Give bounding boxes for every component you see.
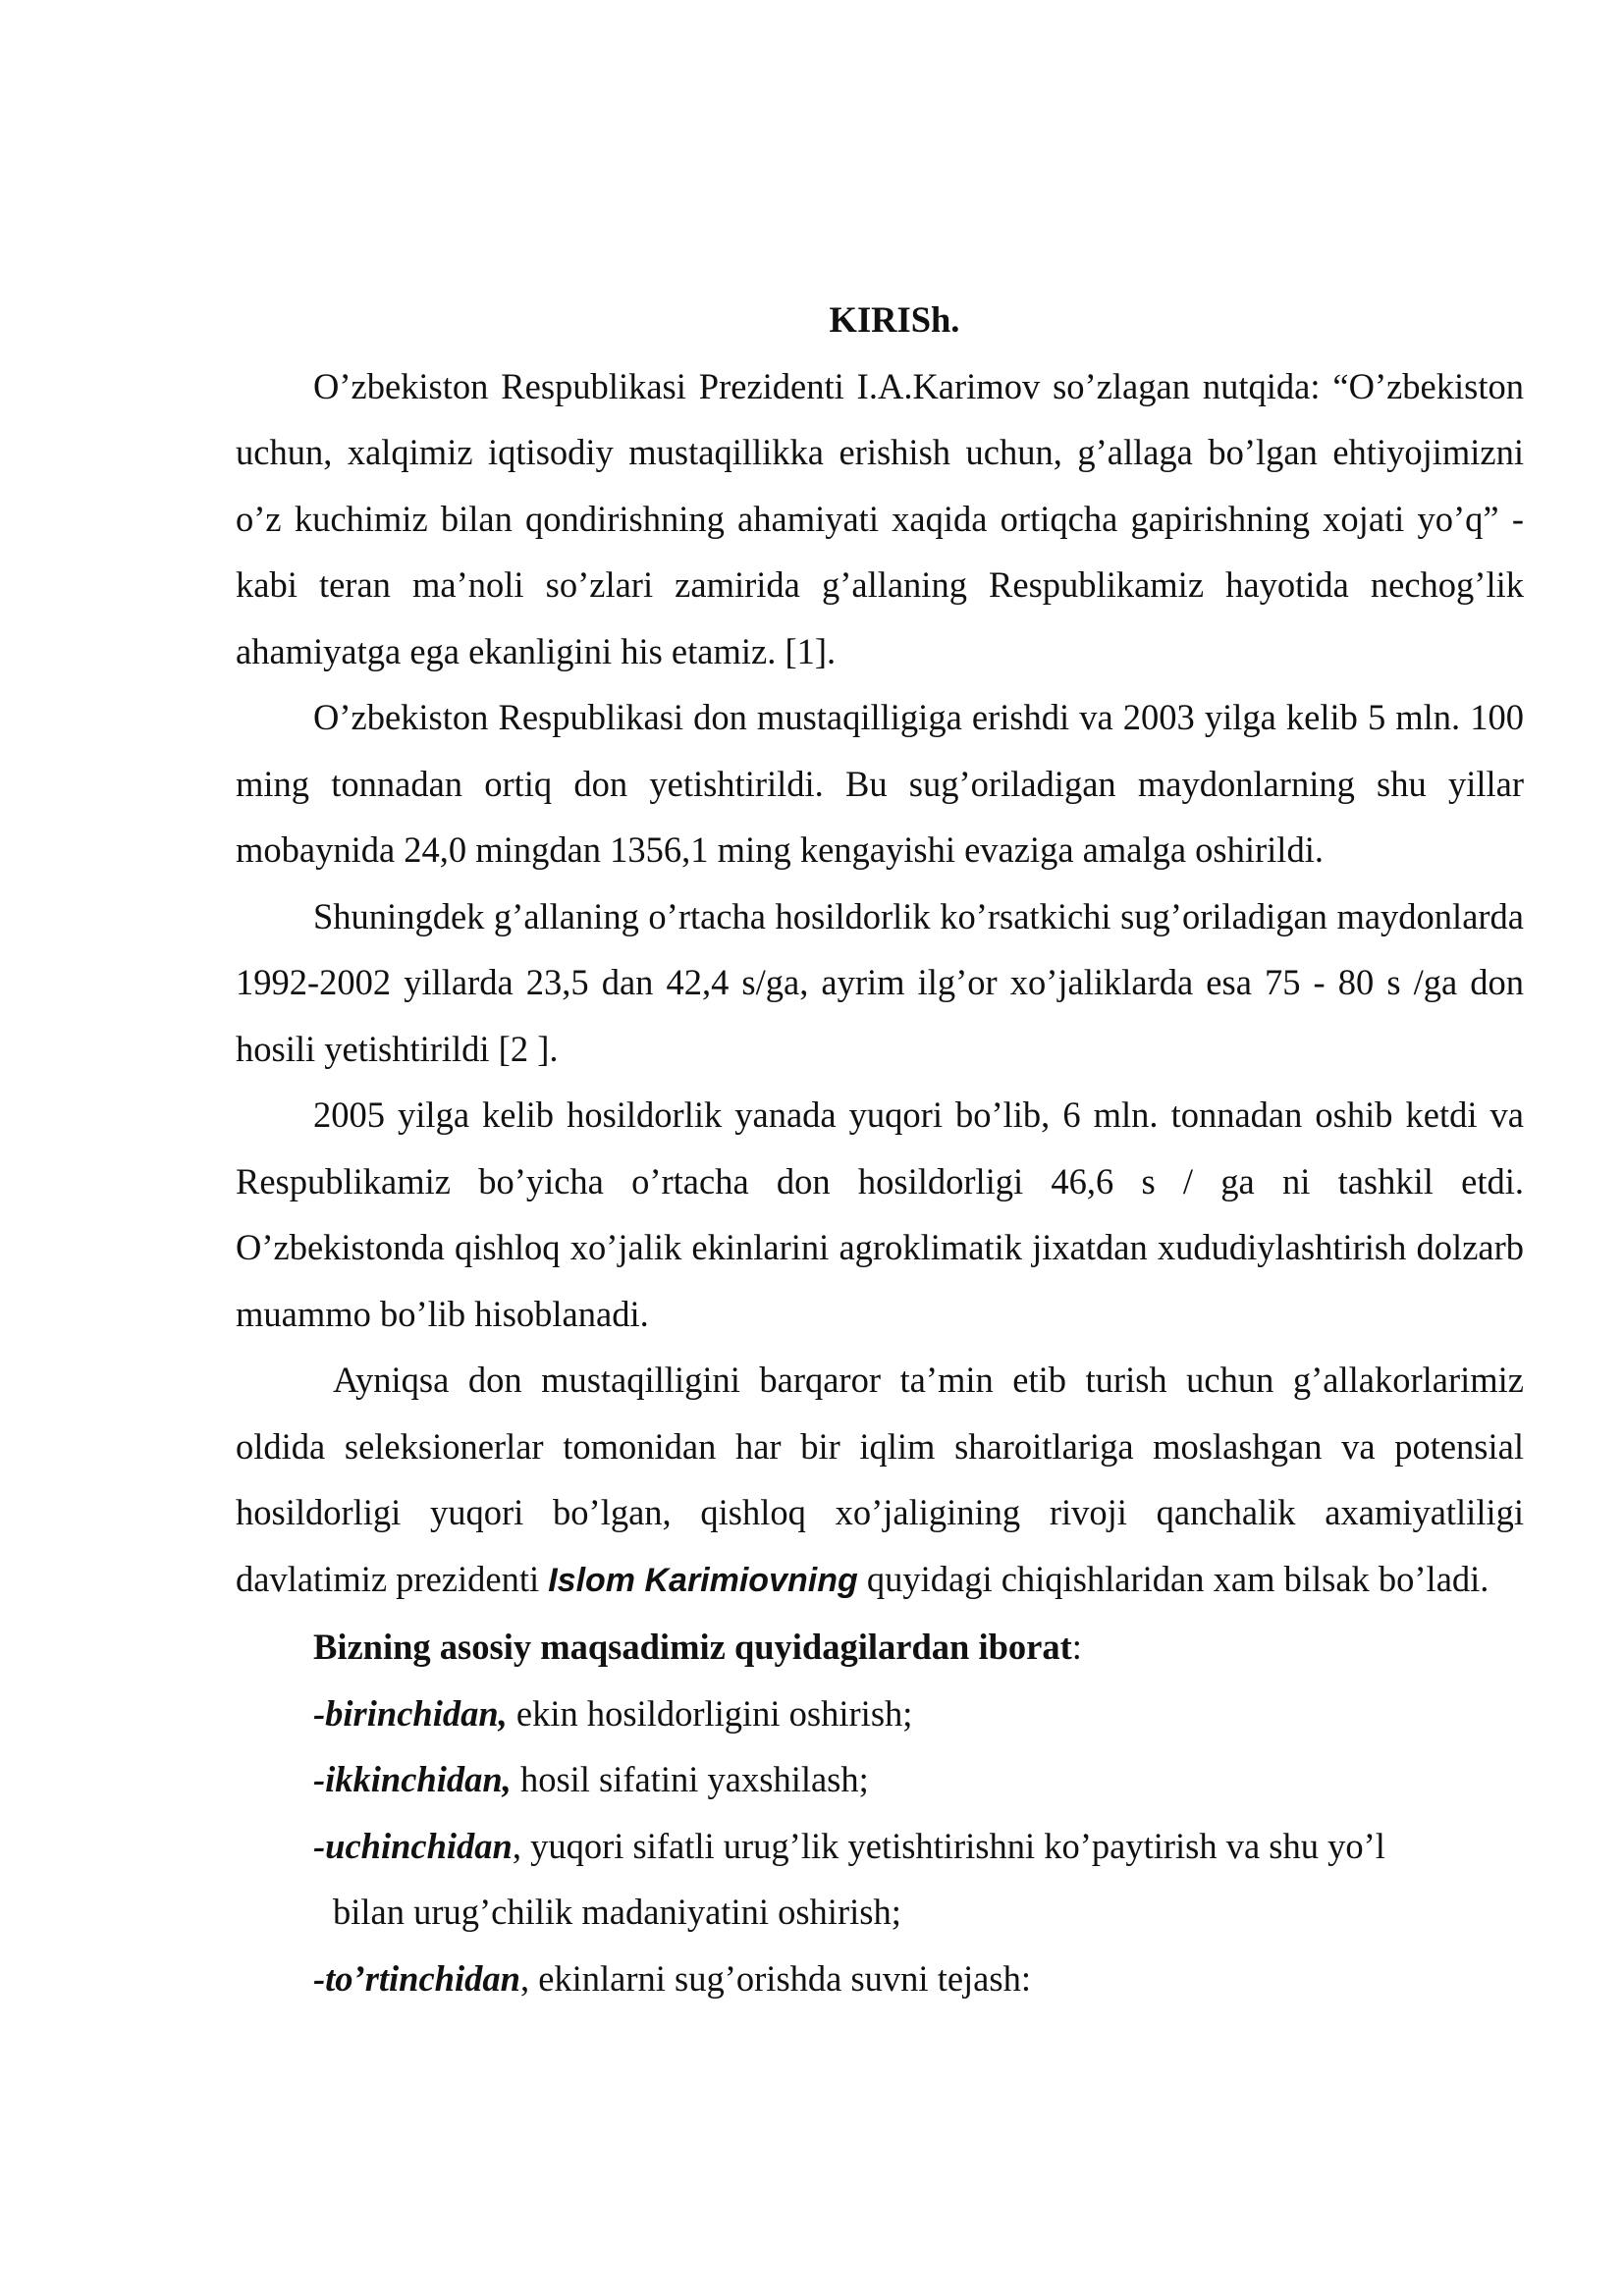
- goal-item-2-text: hosil sifatini yaxshilash;: [511, 1759, 869, 1799]
- paragraph-5-text-start: Ayniqsa don mustaqilligini barqaror ta’min etib turish uchun g’allakorlarimiz oldida seleksionerlar tomonidan har bir iqlim sharoitlariga moslashgan va potensial hosildorligi yuqori bo’lgan, qishloq xo’jaligining rivoji qanchalik axamiyatliligi davlatimiz prezidenti: [236, 1360, 1524, 1599]
- goal-item-3-text: , yuqori sifatli urug’lik yetishtirishni ko’paytirish va shu yo’l: [512, 1825, 1385, 1866]
- goal-item-1: [236, 1681, 1524, 1747]
- paragraph-5-text-end: quyidagi chiqishlaridan xam bilsak bo’ladi.: [857, 1558, 1489, 1599]
- goal-item-1-text: ekin hosildorligini oshirish;: [507, 1692, 913, 1734]
- goal-item-3-continuation: bilan urug’chilik madaniyatini oshirish;: [333, 1892, 901, 1932]
- goal-item-2: [236, 1746, 1524, 1813]
- goal-item-4: [236, 1946, 1524, 2012]
- goals-heading-text: Bizning asosiy maqsadimiz quyidagilardan iborat: [313, 1627, 1072, 1667]
- intro-paragraph-4: 2005 yilga kelib hosildorlik yanada yuqori bo’lib, 6 mln. tonnadan oshib ketdi va Respublikamiz bo’yicha o’rtacha don hosildorligi 46,6 s / ga ni tashkil etdi. O’zbekistonda qishloq xo’jalik ekinlarini agroklimatik jixatdan xududiylashtirish dolzarb muammo bo’lib hisoblanadi.: [236, 1095, 1524, 1334]
- goal-item-2-key: -ikkinchidan,: [313, 1759, 512, 1799]
- goals-heading-colon: :: [1071, 1627, 1082, 1667]
- intro-paragraph-3: Shuningdek g’allaning o’rtacha hosildorlik ko’rsatkichi sug’oriladigan maydonlarda 1992-2002 yillarda 23,5 dan 42,4 s/ga, ayrim ilg’or xo’jaliklarda esa 75 - 80 s /ga don hosili yetishtirildi [2 ].: [236, 895, 1524, 1069]
- goal-item-4-text: , ekinlarni sug’orishda suvni tejash:: [519, 1957, 1031, 1999]
- president-name: Islom Karimiovning: [548, 1561, 858, 1599]
- goal-item-3-key: -uchinchidan: [313, 1825, 513, 1866]
- document-page: [236, 287, 1524, 2011]
- page-title: KIRISh.: [829, 299, 960, 340]
- goals-heading: [236, 1614, 1524, 1681]
- intro-paragraph-5: [236, 1347, 1524, 1614]
- intro-paragraph-1: O’zbekiston Respublikasi Prezidenti I.A.Karimov so’zlagan nutqida: “O’zbekiston uchun, xalqimiz iqtisodiy mustaqillikka erishish uchun, g’allaga bo’lgan ehtiyojimizni o’z kuchimiz bilan qondirishning ahamiyati xaqida ortiqcha gapirishning xojati yo’q” - kabi teran ma’noli so’zlari zamirida g’allaning Respublikamiz hayotida nechog’lik ahamiyatga ega ekanligini his etamiz. [1].: [236, 365, 1524, 671]
- goal-item-4-key: -to’rtinchidan: [313, 1957, 520, 1999]
- goal-item-1-key: -birinchidan,: [313, 1692, 508, 1734]
- intro-paragraph-2: O’zbekiston Respublikasi don mustaqilligiga erishdi va 2003 yilga kelib 5 mln. 100 ming tonnadan ortiq don yetishtirildi. Bu sug’oriladigan maydonlarning shu yillar mobaynida 24,0 mingdan 1356,1 ming kengayishi evaziga amalga oshirildi.: [236, 697, 1524, 870]
- goal-item-3: [236, 1813, 1524, 1946]
